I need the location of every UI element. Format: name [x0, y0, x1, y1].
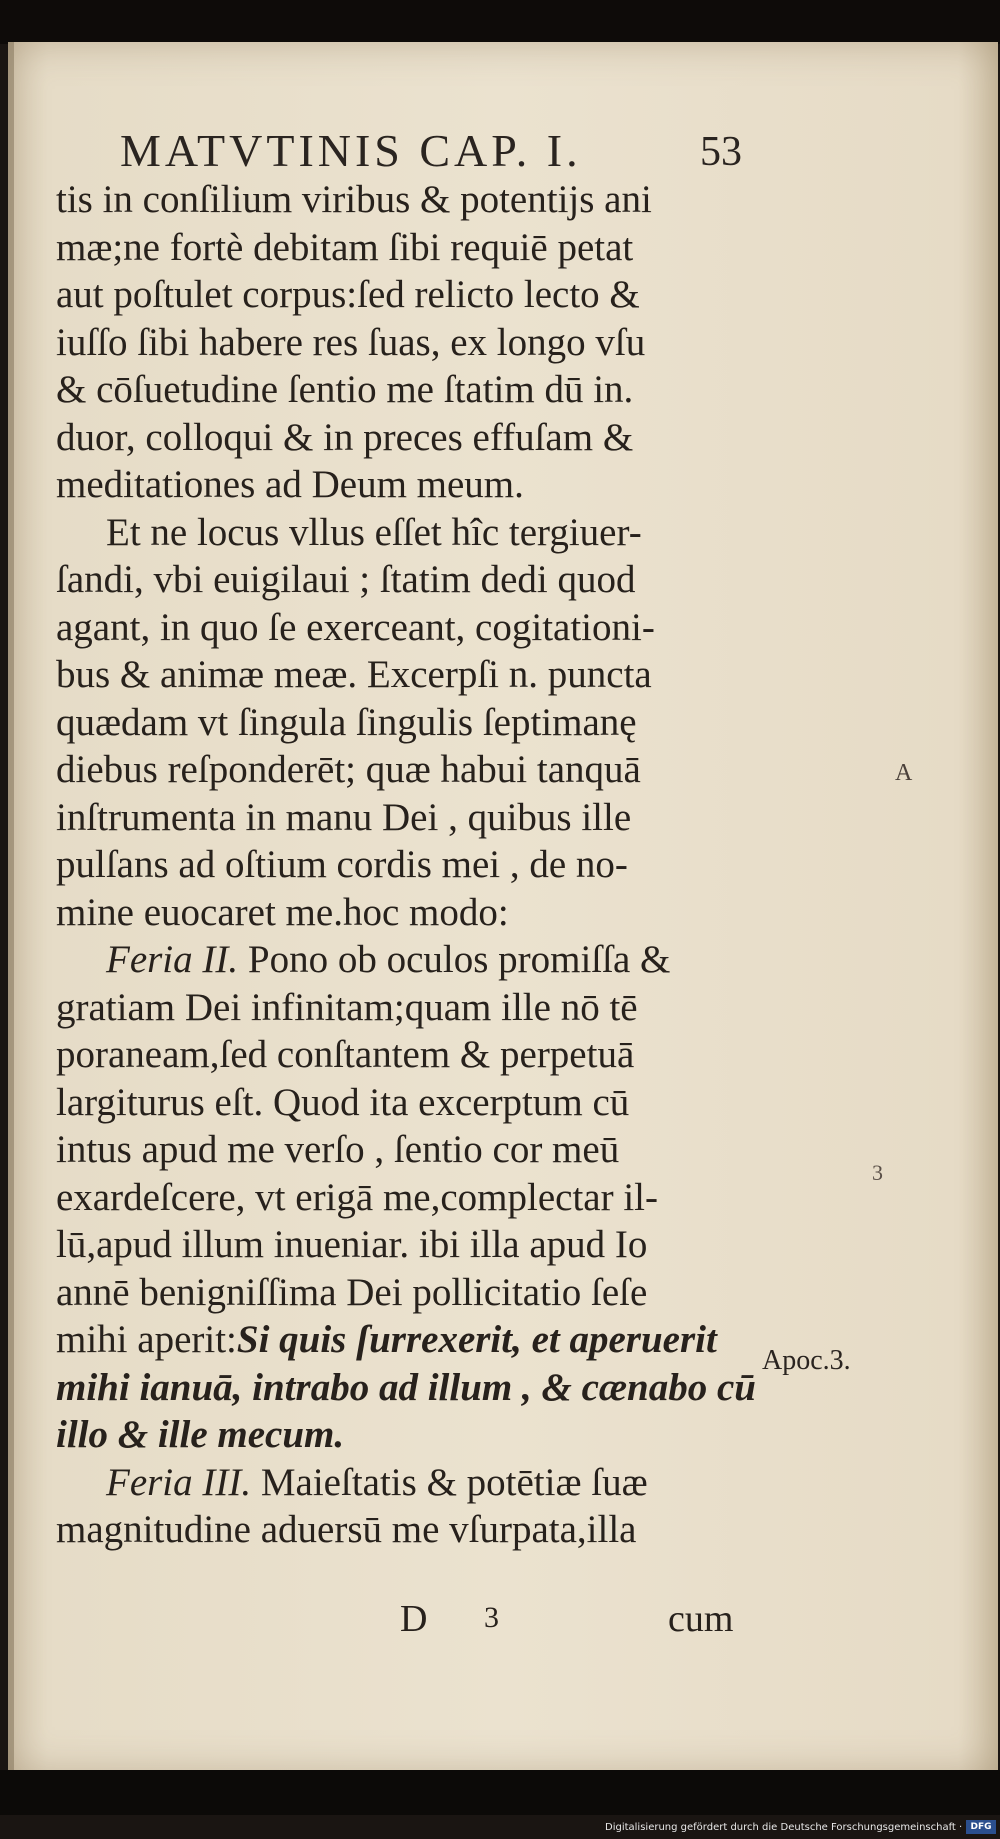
line-text: duor, colloqui & in preces effuſam &	[56, 415, 634, 459]
text-line	[56, 889, 762, 937]
text-line	[56, 604, 762, 652]
line-text: Pono ob oculos promiſſa &	[238, 938, 671, 981]
line-text: poraneam,ſed conſtantem & perpetuā	[56, 1033, 635, 1076]
line-text: quædam vt ſingula ſingulis ſeptimanę	[56, 700, 637, 744]
text-line	[56, 1079, 762, 1127]
line-text: annē benigniſſima Dei pollicitatio ſeſe	[56, 1270, 648, 1314]
text-line	[56, 1506, 762, 1554]
line-text: mæ;ne fortè debitam ſibi requiē petat	[56, 225, 634, 269]
text-line	[56, 1269, 762, 1317]
page-number: 53	[700, 129, 742, 175]
feria-label: Feria II.	[106, 938, 239, 981]
running-head: MATVTINIS CAP. I.	[120, 125, 582, 176]
text-line	[56, 509, 762, 557]
line-text: ſandi, vbi euigilaui ; ſtatim dedi quod	[56, 558, 636, 601]
line-text: intus apud me verſo , ſentio cor meū	[56, 1128, 620, 1171]
text-line	[56, 366, 762, 414]
catchword: cum	[668, 1598, 734, 1640]
margin-mark: 3	[872, 1160, 883, 1185]
text-line	[56, 1221, 762, 1269]
line-text: bus & animæ meæ. Excerpſi n. puncta	[56, 653, 652, 696]
margin-note-reference: Apoc.3.	[762, 1345, 851, 1376]
scan-frame-bottom	[0, 1770, 1000, 1815]
text-line	[56, 1316, 762, 1364]
text-line	[56, 271, 762, 319]
text-line	[56, 1174, 762, 1222]
text-line	[56, 176, 762, 224]
text-line	[56, 1031, 762, 1079]
text-line	[56, 556, 762, 604]
text-line	[56, 984, 762, 1032]
line-text: lū,apud illum inueniar. ibi illa apud Io	[56, 1223, 648, 1266]
line-text: largiturus eſt. Quod ita excerptum cū	[56, 1080, 630, 1124]
line-text: agant, in quo ſe exerceant, cogitationi-	[56, 605, 655, 649]
dfg-logo: DFG	[966, 1820, 996, 1834]
text-line	[56, 319, 762, 367]
signature-mark: D	[400, 1598, 428, 1640]
text-line	[56, 461, 762, 509]
line-text: magnitudine aduersū me vſurpata,illa	[56, 1508, 637, 1551]
line-text: meditationes ad Deum meum.	[56, 463, 524, 506]
line-text: iuſſo ſibi habere res ſuas, ex longo vſu	[56, 320, 646, 364]
feria-label: Feria III.	[106, 1460, 252, 1504]
line-text: pulſans ad oſtium cordis mei , de no-	[56, 843, 628, 886]
line-text: diebus reſponderēt; quæ habui tanquā	[56, 748, 641, 791]
scan-frame-top	[0, 0, 1000, 44]
body-text	[56, 176, 762, 1554]
text-line	[56, 936, 762, 984]
text-line	[56, 841, 762, 889]
line-text: & cōſuetudine ſentio me ſtatim dū in.	[56, 368, 634, 411]
line-text: Et ne locus vllus eſſet hîc tergiuer-	[106, 510, 642, 554]
digitization-credit: Digitalisierung gefördert durch die Deutsche Forschungsgemeinschaft ·	[605, 1822, 963, 1833]
text-line	[56, 1364, 762, 1412]
line-text: mihi aperit:	[56, 1318, 237, 1361]
line-text: aut poſtulet corpus:ſed relicto lecto &	[56, 273, 640, 316]
line-text: mine euocaret me.hoc modo:	[56, 890, 509, 934]
text-line	[56, 1411, 762, 1459]
text-line	[56, 1459, 762, 1507]
line-text: Maieſtatis & potētiæ ſuæ	[251, 1460, 648, 1504]
text-line	[56, 651, 762, 699]
signature-line	[400, 1597, 760, 1647]
scripture-quote: Si quis ſurrexerit, et aperuerit	[236, 1318, 717, 1361]
line-text: gratiam Dei infinitam;quam ille nō tē	[56, 985, 638, 1029]
text-line	[56, 1126, 762, 1174]
text-line	[56, 414, 762, 462]
text-line	[56, 224, 762, 272]
margin-mark: A	[895, 760, 913, 786]
signature-number: 3	[484, 1601, 499, 1634]
line-text: inſtrumenta in manu Dei , quibus ille	[56, 795, 632, 839]
text-line	[56, 699, 762, 747]
text-line	[56, 746, 762, 794]
line-text: tis in conſilium viribus & potentijs ani	[56, 178, 652, 221]
line-text: mihi ianuā, intrabo ad illum , & cænabo cū	[56, 1365, 756, 1409]
line-text: exardeſcere, vt erigā me,complectar il-	[56, 1175, 658, 1219]
line-text: illo & ille mecum.	[56, 1413, 345, 1456]
page-edge	[8, 42, 14, 1774]
text-line	[56, 794, 762, 842]
